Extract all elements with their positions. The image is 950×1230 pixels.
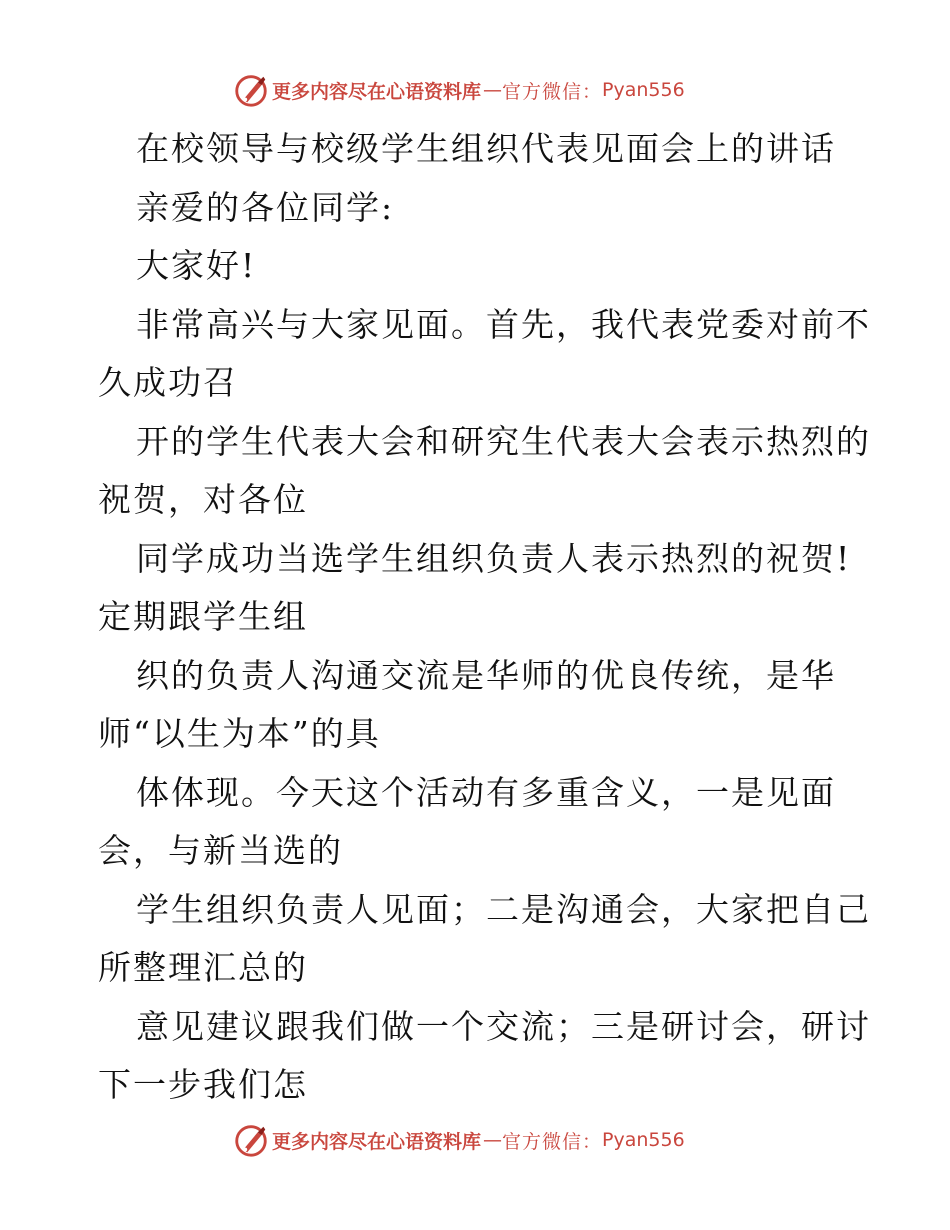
- footer-separator: —: [483, 1129, 503, 1151]
- paragraph-line: 同学成功当选学生组织负责人表示热烈的祝贺!: [136, 538, 852, 578]
- footer-wechat-id: Pyan556: [602, 1129, 685, 1151]
- paragraph-line: 意见建议跟我们做一个交流；三是研讨会，研讨: [136, 1006, 871, 1046]
- pen-logo-icon: [232, 71, 270, 109]
- header-brand-text: 更多内容尽在心语资料库: [272, 80, 482, 103]
- doc-title: 在校领导与校级学生组织代表见面会上的讲话: [136, 129, 836, 168]
- header-wechat-id: Pyan556: [602, 79, 685, 101]
- paragraph-line: 祝贺，对各位: [98, 480, 308, 519]
- header-watermark: [232, 70, 685, 110]
- paragraph-line: 久成功召: [98, 363, 238, 402]
- paragraph-line: 非常高兴与大家见面。首先，我代表党委对前不: [136, 304, 871, 344]
- paragraph-line: 所整理汇总的: [98, 948, 308, 987]
- salutation: 大家好!: [136, 246, 257, 285]
- greeting: 亲爱的各位同学:: [136, 187, 395, 227]
- paragraph-line: 体体现。今天这个活动有多重含义，一是见面: [136, 772, 836, 812]
- paragraph-line: 定期跟学生组: [98, 597, 308, 636]
- paragraph-line: 下一步我们怎: [98, 1065, 308, 1104]
- paragraph-line: 开的学生代表大会和研究生代表大会表示热烈的: [136, 421, 871, 461]
- pen-logo-icon: [232, 1121, 270, 1159]
- paragraph-line: 织的负责人沟通交流是华师的优良传统，是华: [136, 655, 836, 695]
- paragraph-line: 师“以生为本”的具: [98, 714, 381, 753]
- document-body: [98, 120, 871, 1115]
- header-wechat-label: 官方微信：: [502, 80, 603, 103]
- footer-wechat-label: 官方微信：: [502, 1130, 603, 1153]
- footer-watermark: [232, 1120, 685, 1160]
- footer-brand-text: 更多内容尽在心语资料库: [272, 1130, 482, 1153]
- header-separator: —: [483, 79, 503, 101]
- paragraph-line: 会，与新当选的: [98, 831, 343, 870]
- paragraph-line: 学生组织负责人见面；二是沟通会，大家把自己: [136, 889, 871, 929]
